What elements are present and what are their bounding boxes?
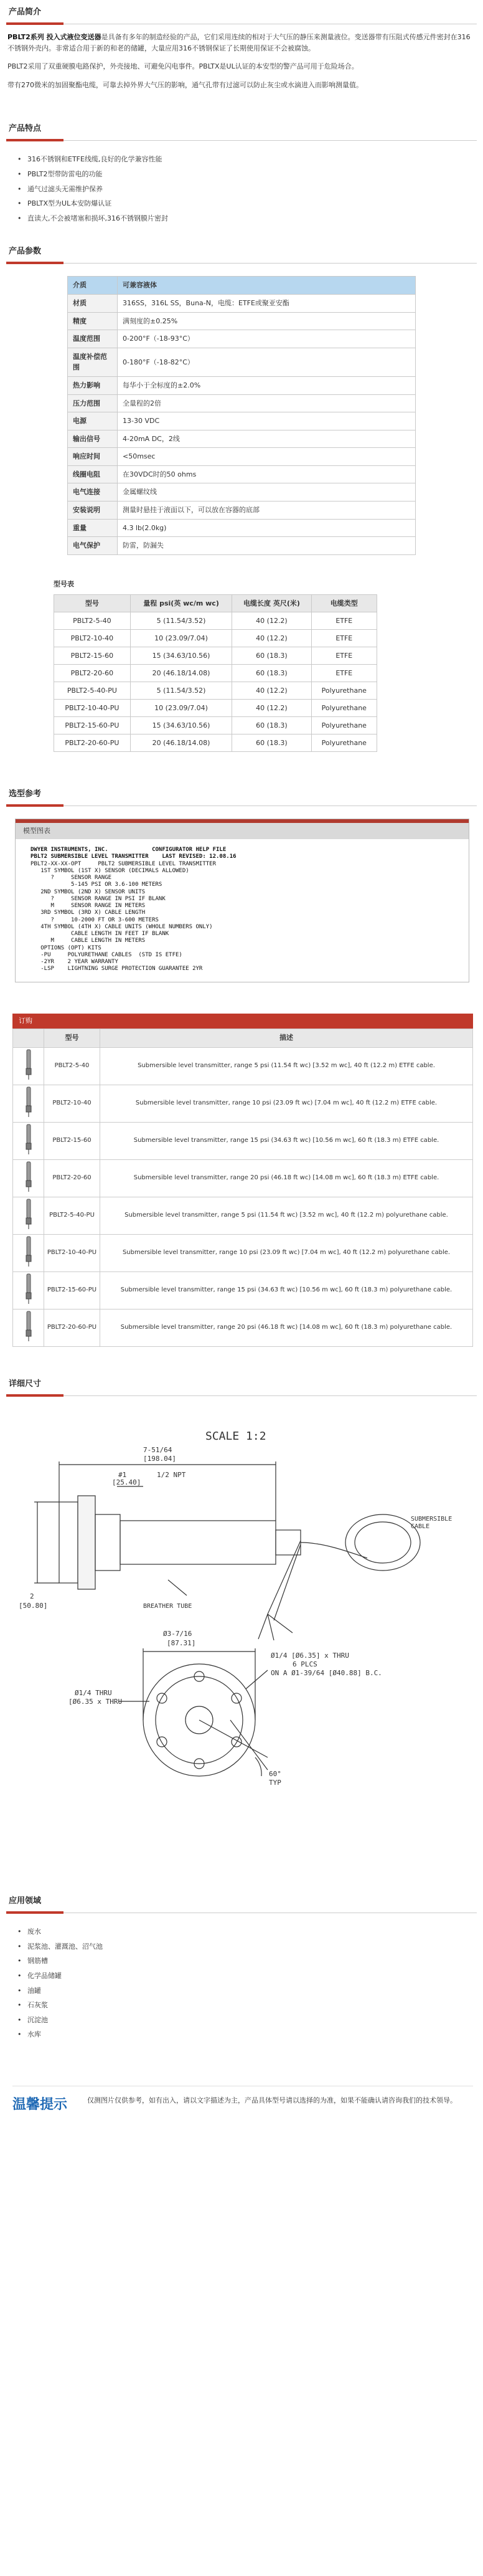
transmitter-icon (24, 1198, 33, 1229)
sensor-end-view (118, 1648, 268, 1776)
order-desc: Submersible level transmitter, range 20 psi (46.18 ft wc) [14.08 m wc], 60 ft (18.3 m) ETFE cable. (100, 1159, 473, 1197)
param-value: 每华小于全标度的±2.0% (118, 376, 416, 394)
model-row (54, 682, 377, 700)
order-row (13, 1159, 473, 1197)
params-table (67, 276, 416, 555)
param-key: 电气连接 (68, 483, 118, 501)
tip-text: 仅测图片仅供参考，如有出入，请以文字描述为主，产品具体型号请以选择的为准，如果不能确认请咨询我们的技术领导。 (87, 2096, 457, 2104)
thru-label-left: Ø1/4 THRU (75, 1688, 112, 1697)
selection-line: 4TH SYMBOL (4TH X) CABLE UNITS (WHOLE NUMBERS ONLY) (30, 923, 213, 930)
bc-label: ON A Ø1-39/64 [Ø40.88] B.C. (271, 1668, 382, 1677)
model-cell: ETFE (311, 647, 377, 665)
order-model: PBLT2-20-60-PU (44, 1309, 100, 1346)
order-desc: Submersible level transmitter, range 15 psi (34.63 ft wc) [10.56 m wc], 60 ft (18.3 m) polyurethane cable. (100, 1271, 473, 1309)
order-desc: Submersible level transmitter, range 15 psi (34.63 ft wc) [10.56 m wc], 60 ft (18.3 m) ETFE cable. (100, 1122, 473, 1159)
product-image (13, 1234, 44, 1271)
transmitter-icon (24, 1273, 33, 1304)
features-list (0, 141, 483, 237)
model-cell: Polyurethane (311, 700, 377, 717)
length-dim-mm: [198.04] (143, 1454, 176, 1463)
param-key: 介质 (68, 277, 118, 295)
model-cell: 40 (12.2) (232, 630, 311, 647)
selection-line: CABLE LENGTH IN FEET IF BLANK (30, 931, 169, 938)
order-desc: Submersible level transmitter, range 5 psi (11.54 ft wc) [3.52 m wc], 40 ft (12.2 m) polyurethane cable. (100, 1197, 473, 1234)
width-dim-mm: [25.40] (112, 1478, 141, 1486)
transmitter-icon (24, 1048, 33, 1080)
param-row (68, 330, 416, 348)
order-desc: Submersible level transmitter, range 20 psi (46.18 ft wc) [14.08 m wc], 60 ft (18.3 m) polyurethane cable. (100, 1309, 473, 1346)
dia-dim-mm: [50.80] (19, 1601, 48, 1610)
order-title: 订购 (12, 1014, 473, 1029)
dimensions-section (0, 1372, 483, 1861)
param-row (68, 483, 416, 501)
application-item: • 钢筋槽 (25, 1954, 458, 1969)
param-value: 全量程的2倍 (118, 394, 416, 412)
param-row (68, 430, 416, 448)
product-image (13, 1047, 44, 1085)
transmitter-icon (24, 1310, 33, 1341)
model-cell: ETFE (311, 612, 377, 630)
dia-dim: 2 (30, 1592, 34, 1600)
selection-line: 5-145 PSI OR 3.6-100 METERS (30, 882, 162, 888)
selection-line: DWYER INSTRUMENTS, INC. CONFIGURATOR HELP FILE (30, 847, 227, 853)
param-row (68, 519, 416, 537)
model-row (54, 630, 377, 647)
applications-list (0, 1913, 483, 2048)
order-desc: Submersible level transmitter, range 10 psi (23.09 ft wc) [7.04 m wc], 40 ft (12.2 m) polyurethane cable. (100, 1234, 473, 1271)
feature-item: • 316不锈钢和ETFE线缆,良好的化学兼容性能 (25, 152, 458, 167)
model-cell: PBLT2-20-60 (54, 665, 131, 682)
param-row (68, 294, 416, 312)
param-value: 4-20mA DC，2线 (118, 430, 416, 448)
param-key: 输出信号 (68, 430, 118, 448)
selection-line: M SENSOR RANGE IN METERS (30, 903, 146, 910)
selection-line: -2YR 2 YEAR WARRANTY (30, 959, 118, 966)
npt-label: 1/2 NPT (157, 1470, 186, 1479)
model-cell: 10 (23.09/7.04) (130, 630, 232, 647)
order-col-header: 描述 (100, 1029, 473, 1047)
param-value: 316SS，316L SS，Buna-N，电缆：ETFE或聚亚安酯 (118, 294, 416, 312)
order-model: PBLT2-5-40 (44, 1047, 100, 1085)
product-image (13, 1309, 44, 1346)
param-key: 温度补偿范围 (68, 348, 118, 376)
model-cell: 5 (11.54/3.52) (130, 682, 232, 700)
model-cell: 60 (18.3) (232, 717, 311, 734)
intro-paragraph (0, 28, 483, 57)
param-value: 0-200°F（-18-93°C） (118, 330, 416, 348)
order-row (13, 1047, 473, 1085)
param-key: 压力范围 (68, 394, 118, 412)
param-key: 安装说明 (68, 501, 118, 520)
order-row (13, 1085, 473, 1122)
plcs-label: 6 PLCS (293, 1660, 317, 1668)
tip-section (12, 2086, 473, 2116)
intro-section (0, 0, 483, 94)
selection-line: M CABLE LENGTH IN METERS (30, 938, 146, 944)
param-key: 响应时间 (68, 448, 118, 466)
thru-label-left-mm: [Ø6.35 x THRU (68, 1697, 123, 1706)
model-cell: 15 (34.63/10.56) (130, 647, 232, 665)
application-item: • 水库 (25, 2027, 458, 2042)
feature-item: • 通气过滤头无需维护保养 (25, 182, 458, 197)
feature-item: • 直读大,不会被堵塞和损坏,316不锈钢膜片密封 (25, 211, 458, 226)
product-image (13, 1197, 44, 1234)
order-col-header: 型号 (44, 1029, 100, 1047)
product-image (13, 1122, 44, 1159)
intro-text: PBLT2采用了双重硬膜电路保护，外壳接地、可避免闪电事件。PBLTX是UL认证的本安型的警产品可用于危险场合。 (7, 62, 359, 71)
selection-line: -PU POLYURETHANE CABLES (STD IS ETFE) (30, 951, 182, 958)
model-cell: PBLT2-15-60 (54, 647, 131, 665)
models-title: 型号表 (54, 579, 74, 588)
model-row (54, 700, 377, 717)
model-cell: Polyurethane (311, 717, 377, 734)
param-value: 金属螺纹线 (118, 483, 416, 501)
product-image (13, 1159, 44, 1197)
param-value: 4.3 lb(2.0kg) (118, 519, 416, 537)
application-item: • 沉淀池 (25, 2013, 458, 2028)
order-model: PBLT2-15-60 (44, 1122, 100, 1159)
models-table (54, 594, 377, 752)
intro-paragraph (0, 57, 483, 76)
param-value: 在30VDC时的50 ohms (118, 465, 416, 483)
model-cell: PBLT2-5-40-PU (54, 682, 131, 700)
selection-line: PBLT2-XX-XX-OPT PBLT2 SUBMERSIBLE LEVEL TRANSMITTER (30, 860, 217, 867)
product-image (13, 1085, 44, 1122)
dimension-drawing (0, 1409, 483, 1857)
params-rule (6, 263, 477, 264)
feature-item: • PBLTX型为UL本安防爆认证 (25, 196, 458, 211)
features-section (0, 116, 483, 237)
application-item: • 泥浆池、灌溉池、沼气池 (25, 1939, 458, 1954)
dimensions-title: 详细尺寸 (9, 1379, 42, 1389)
selection-line: PBLT2 SUBMERSIBLE LEVEL TRANSMITTER LAST REVISED: 12.08.16 (30, 853, 237, 860)
application-item: • 石灰浆 (25, 1998, 458, 2013)
param-key: 电气保护 (68, 537, 118, 555)
param-key: 温度范围 (68, 330, 118, 348)
selection-line: 2ND SYMBOL (2ND X) SENSOR UNITS (30, 888, 146, 895)
selection-line: OPTIONS (OPT) KITS (30, 944, 101, 951)
sensor-side-view (34, 1461, 420, 1640)
param-value: 防雷，防漏失 (118, 537, 416, 555)
selection-line: ? SENSOR RANGE (30, 875, 112, 882)
intro-text: 是具备有多年的制造经验的产品，它们采用连续的相对于大气压的静压来测量液位。变送器带有压阻式传感元件密封在316不锈钢外壳内。非常适合用于新的和老的储罐，大量应用316不锈钢保证了长期使用保证不会被腐蚀。 (7, 33, 471, 52)
order-row (13, 1197, 473, 1234)
param-key: 电源 (68, 412, 118, 430)
model-cell: 20 (46.18/14.08) (130, 665, 232, 682)
model-cell: PBLT2-15-60-PU (54, 717, 131, 734)
models-col-header: 电缆长度 英尺(米) (232, 595, 311, 612)
feature-item: • PBLT2型带防雷电的功能 (25, 167, 458, 182)
selection-line: 1ST SYMBOL (1ST X) SENSOR (DECIMALS ALLOWED) (30, 867, 189, 874)
order-row (13, 1234, 473, 1271)
product-image (13, 1271, 44, 1309)
flange-dim: Ø3-7/16 (163, 1629, 192, 1638)
selection-line: ? SENSOR RANGE IN PSI IF BLANK (30, 895, 166, 902)
selection-line: -LSP LIGHTNING SURGE PROTECTION GUARANTEE 2YR (30, 966, 203, 972)
param-row (68, 277, 416, 295)
order-desc: Submersible level transmitter, range 10 psi (23.09 ft wc) [7.04 m wc], 40 ft (12.2 m) ETFE cable. (100, 1085, 473, 1122)
model-cell: ETFE (311, 665, 377, 682)
order-model: PBLT2-10-40 (44, 1085, 100, 1122)
model-cell: ETFE (311, 630, 377, 647)
model-row (54, 717, 377, 734)
applications-title: 应用领域 (9, 1896, 42, 1906)
param-key: 线圈电阻 (68, 465, 118, 483)
param-row (68, 501, 416, 520)
model-cell: 60 (18.3) (232, 665, 311, 682)
model-cell: 60 (18.3) (232, 734, 311, 752)
model-cell: 40 (12.2) (232, 700, 311, 717)
intro-text: 带有270微米的加固聚酯电缆，可靠去掉外界大气压的影响，通气孔带有过滤可以防止灰尘或水滴进入而影响测量值。 (7, 80, 363, 89)
intro-title: 产品简介 (9, 7, 42, 17)
order-desc: Submersible level transmitter, range 5 psi (11.54 ft wc) [3.52 m wc], 40 ft (12.2 m) ETFE cable. (100, 1047, 473, 1085)
model-cell: 10 (23.09/7.04) (130, 700, 232, 717)
model-cell: PBLT2-10-40 (54, 630, 131, 647)
selection-line: 3RD SYMBOL (3RD X) CABLE LENGTH (30, 910, 146, 916)
order-row (13, 1122, 473, 1159)
width-dim: #1 (118, 1470, 127, 1479)
typ-label: TYP (269, 1778, 281, 1787)
param-key: 热力影响 (68, 376, 118, 394)
param-row (68, 394, 416, 412)
param-key: 材质 (68, 294, 118, 312)
model-row (54, 665, 377, 682)
selection-box (15, 819, 469, 982)
order-model: PBLT2-15-60-PU (44, 1271, 100, 1309)
model-row (54, 612, 377, 630)
model-cell: 40 (12.2) (232, 612, 311, 630)
model-cell: PBLT2-20-60-PU (54, 734, 131, 752)
intro-lead: PBLT2系列 投入式液位变送器 (7, 33, 101, 41)
model-cell: PBLT2-5-40 (54, 612, 131, 630)
intro-paragraph (0, 76, 483, 95)
angle-label: 60° (269, 1769, 281, 1778)
model-cell: 5 (11.54/3.52) (130, 612, 232, 630)
thru-label-right: Ø1/4 [Ø6.35] x THRU (271, 1651, 349, 1660)
transmitter-icon (24, 1123, 33, 1154)
order-col-header (13, 1029, 44, 1047)
length-dim: 7-51/64 (143, 1445, 172, 1454)
flange-dim-mm: [87.31] (167, 1638, 196, 1647)
models-col-header: 电缆类型 (311, 595, 377, 612)
param-row (68, 448, 416, 466)
params-section (0, 239, 483, 752)
param-value: <50msec (118, 448, 416, 466)
order-model: PBLT2-10-40-PU (44, 1234, 100, 1271)
param-row (68, 348, 416, 376)
selection-title: 选型参考 (9, 789, 42, 799)
dimensions-rule (6, 1395, 477, 1396)
model-cell: 20 (46.18/14.08) (130, 734, 232, 752)
selection-line: ? 10-2000 FT OR 3-600 METERS (30, 916, 159, 923)
param-value: 13-30 VDC (118, 412, 416, 430)
param-value: 0-180°F（-18-82°C） (118, 348, 416, 376)
param-row (68, 312, 416, 330)
scale-label: SCALE 1:2 (205, 1429, 266, 1443)
model-cell: Polyurethane (311, 682, 377, 700)
application-item: • 化学品储罐 (25, 1969, 458, 1984)
features-rule (6, 140, 477, 141)
order-model: PBLT2-20-60 (44, 1159, 100, 1197)
applications-section (0, 1889, 483, 2048)
param-value: 可兼容液体 (118, 277, 416, 295)
order-row (13, 1271, 473, 1309)
order-section (12, 1014, 473, 1347)
features-title: 产品特点 (9, 124, 42, 134)
breather-label: BREATHER TUBE (143, 1602, 192, 1610)
order-row (13, 1309, 473, 1346)
param-row (68, 412, 416, 430)
model-cell: Polyurethane (311, 734, 377, 752)
selection-section (0, 782, 483, 982)
order-table (12, 1029, 473, 1347)
tip-title: 温馨提示 (12, 2096, 68, 2113)
params-title: 产品参数 (9, 247, 42, 257)
param-row (68, 537, 416, 555)
model-row (54, 734, 377, 752)
transmitter-icon (24, 1161, 33, 1192)
order-model: PBLT2-5-40-PU (44, 1197, 100, 1234)
transmitter-icon (24, 1235, 33, 1267)
param-key: 重量 (68, 519, 118, 537)
application-item: • 油罐 (25, 1984, 458, 1999)
param-row (68, 465, 416, 483)
application-item: • 废水 (25, 1924, 458, 1939)
transmitter-icon (24, 1086, 33, 1117)
selection-box-header: 模型图表 (16, 823, 469, 839)
model-cell: 15 (34.63/10.56) (130, 717, 232, 734)
model-cell: 60 (18.3) (232, 647, 311, 665)
model-row (54, 647, 377, 665)
cable-label-2: CABLE (411, 1523, 430, 1530)
param-row (68, 376, 416, 394)
selection-box-body (16, 839, 469, 982)
cable-label: SUBMERSIBLE (411, 1515, 453, 1523)
model-cell: 40 (12.2) (232, 682, 311, 700)
param-value: 测量时悬挂于液面以下，可以放在容器的底部 (118, 501, 416, 520)
models-col-header: 型号 (54, 595, 131, 612)
model-cell: PBLT2-10-40-PU (54, 700, 131, 717)
param-key: 精度 (68, 312, 118, 330)
models-col-header: 量程 psi(英 wc/m wc) (130, 595, 232, 612)
param-value: 满刻度的±0.25% (118, 312, 416, 330)
